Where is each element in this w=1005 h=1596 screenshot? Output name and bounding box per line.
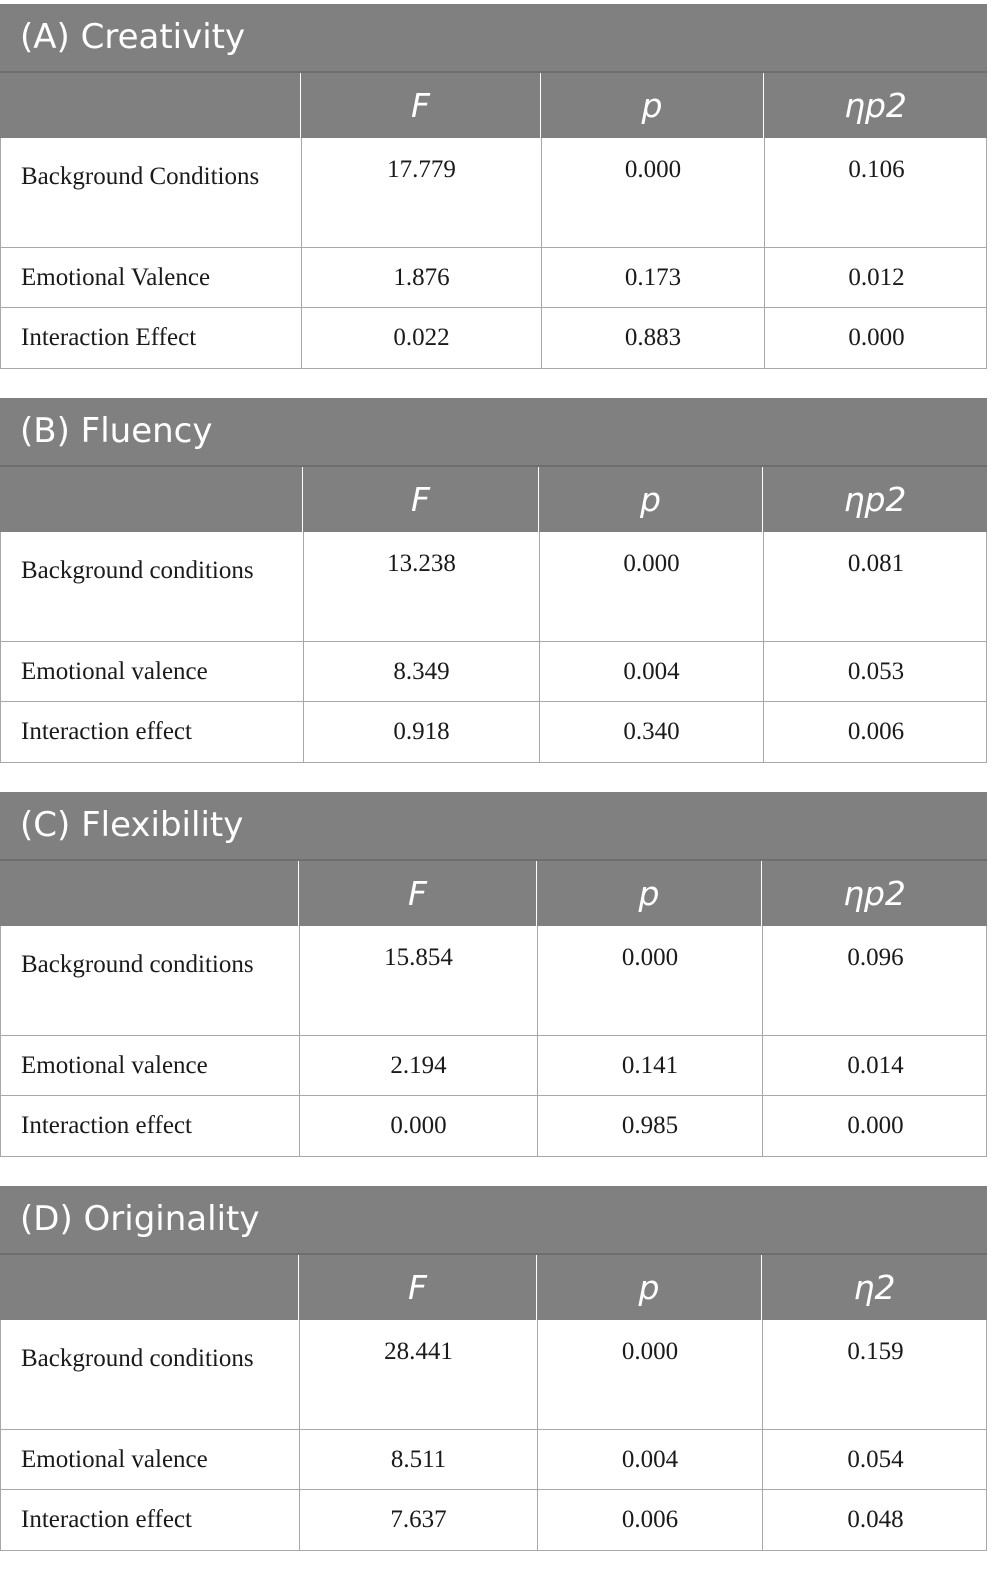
value-eta: 0.000 [847, 1112, 904, 1139]
table-row [0, 1430, 987, 1490]
value-p: 0.340 [623, 718, 680, 745]
value-f: 17.779 [387, 156, 456, 183]
value-eta: 0.054 [847, 1446, 904, 1473]
table-row [0, 702, 987, 763]
panel-title: (A) Creativity [0, 4, 987, 71]
header-row [0, 1253, 987, 1320]
value-eta: 0.159 [847, 1338, 904, 1365]
value-p: 0.000 [624, 156, 682, 183]
row-label: Interaction effect [21, 718, 192, 745]
table-row [0, 1490, 987, 1551]
row-label: Emotional valence [21, 658, 208, 685]
value-p: 0.000 [621, 944, 679, 971]
table-row [0, 248, 987, 308]
header-eta: ηp2 [843, 480, 907, 519]
table-row [0, 642, 987, 702]
header-f: F [408, 1268, 427, 1307]
row-label: Interaction Effect [21, 324, 197, 351]
header-f: F [411, 480, 430, 519]
value-f: 0.022 [393, 324, 450, 351]
panel-title: (B) Fluency [0, 398, 987, 465]
value-p: 0.006 [621, 1506, 679, 1533]
header-eta: η2 [853, 1268, 896, 1307]
header-f: F [408, 874, 427, 913]
table-row [0, 926, 987, 1036]
value-p: 0.141 [621, 1052, 679, 1079]
header-row [0, 71, 987, 138]
table-row [0, 532, 987, 642]
panel-title: (D) Originality [0, 1186, 987, 1253]
value-eta: 0.106 [848, 156, 905, 183]
header-eta: ηp2 [843, 874, 906, 913]
row-label: Emotional valence [21, 1446, 208, 1473]
table-row [0, 1320, 987, 1430]
row-label: Background conditions [21, 1345, 254, 1372]
header-f: F [411, 86, 430, 125]
value-p: 0.883 [624, 324, 682, 351]
value-eta: 0.048 [847, 1506, 904, 1533]
table-row [0, 308, 987, 369]
row-label: Emotional valence [21, 1052, 208, 1079]
value-f: 8.511 [390, 1446, 447, 1473]
row-label: Interaction effect [21, 1506, 192, 1533]
table-row [0, 1036, 987, 1096]
row-label: Emotional Valence [21, 264, 211, 291]
header-p: p [638, 1268, 660, 1307]
row-label: Background conditions [21, 951, 254, 978]
table-row [0, 1096, 987, 1157]
value-eta: 0.000 [848, 324, 905, 351]
header-p: p [638, 874, 660, 913]
value-f: 15.854 [384, 944, 453, 971]
value-p: 0.000 [621, 1338, 679, 1365]
value-eta: 0.006 [847, 718, 905, 745]
value-eta: 0.096 [847, 944, 904, 971]
value-f: 28.441 [384, 1338, 453, 1365]
value-f: 2.194 [390, 1052, 447, 1079]
value-p: 0.004 [621, 1446, 679, 1473]
value-f: 1.876 [393, 264, 450, 291]
row-label: Background conditions [21, 557, 254, 584]
value-eta: 0.081 [847, 550, 905, 577]
value-p: 0.985 [621, 1112, 679, 1139]
header-p: p [640, 480, 661, 519]
header-eta: ηp2 [844, 86, 907, 125]
value-f: 0.918 [393, 718, 450, 745]
value-f: 13.238 [387, 550, 456, 577]
value-eta: 0.012 [848, 264, 905, 291]
value-p: 0.173 [624, 264, 682, 291]
value-f: 0.000 [390, 1112, 447, 1139]
header-row [0, 859, 987, 926]
value-f: 8.349 [393, 658, 450, 685]
row-label: Interaction effect [21, 1112, 192, 1139]
panel-title: (C) Flexibility [0, 792, 987, 859]
value-eta: 0.053 [847, 658, 905, 685]
value-p: 0.004 [623, 658, 680, 685]
row-label: Background Conditions [21, 163, 260, 190]
value-eta: 0.014 [847, 1052, 904, 1079]
table-row [0, 138, 987, 248]
value-p: 0.000 [623, 550, 680, 577]
value-f: 7.637 [390, 1506, 447, 1533]
header-row [0, 465, 987, 532]
header-p: p [641, 86, 663, 125]
